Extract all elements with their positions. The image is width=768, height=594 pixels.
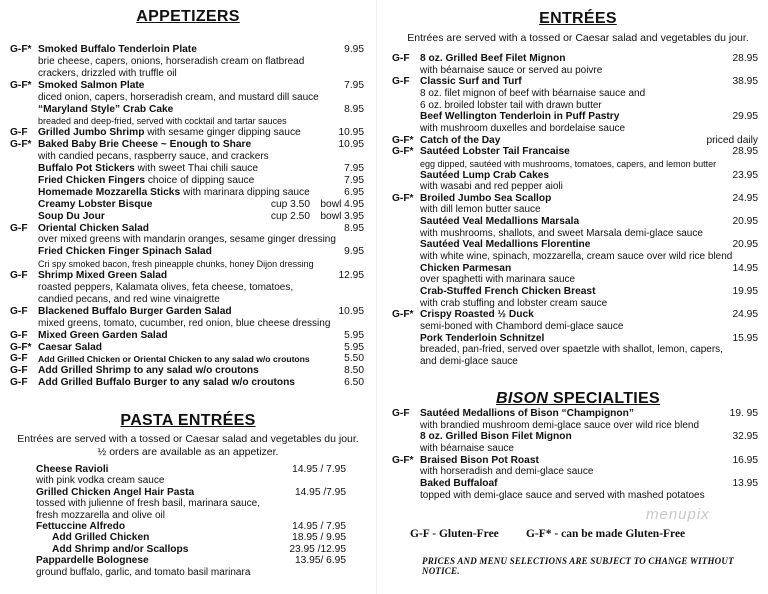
- item-price: 7.95: [344, 174, 364, 186]
- item-price-cup: cup 3.50: [270, 198, 310, 210]
- item-description: 6 oz. broiled lobster tail with drawn butter: [420, 99, 602, 111]
- menu-item: [10, 532, 366, 544]
- pasta-heading: PASTA ENTRÉES: [120, 412, 256, 429]
- item-name: 8 oz. Grilled Bison Filet Mignon: [420, 431, 572, 443]
- item-name: Fried Chicken Fingers choice of dipping sauce: [38, 174, 255, 186]
- item-name: Braised Bison Pot Roast: [420, 454, 539, 466]
- item-name: Sautéed Veal Medallions Marsala: [420, 216, 580, 228]
- item-name: Shrimp Mixed Green Salad: [38, 270, 168, 282]
- item-price: 29.95: [732, 111, 758, 123]
- pasta-subtitle-2: ½ orders are available as an appetizer.: [97, 446, 279, 458]
- menu-item: [10, 175, 366, 187]
- menu-item: [10, 487, 366, 499]
- menu-item: [10, 270, 366, 282]
- item-price: 10.95: [338, 127, 364, 139]
- item-name: Sautéed Lump Crab Cakes: [420, 169, 550, 181]
- item-price: 8.50: [344, 365, 364, 377]
- entrees-subtitle: Entrées are served with a tossed or Caesar salad and vegetables du jour.: [407, 32, 749, 44]
- item-price: 6.95: [344, 186, 364, 198]
- appetizers-heading: APPETIZERS: [136, 8, 240, 25]
- item-name: Pappardelle Bolognese: [36, 555, 149, 567]
- item-price: 23.95: [732, 169, 758, 181]
- menu-item: [392, 135, 764, 147]
- menu-item: [10, 544, 366, 556]
- gluten-free-tag: G-F*: [10, 341, 32, 353]
- item-name: Buffalo Pot Stickers with sweet Thai chili sauce: [38, 163, 259, 174]
- gluten-free-tag: G-F: [10, 353, 28, 365]
- menu-item: [392, 193, 764, 205]
- price-notice: PRICES AND MENU SELECTIONS ARE SUBJECT TO CHANGE WITHOUT NOTICE.: [422, 556, 734, 576]
- item-name: Add Grilled Chicken or Oriental Chicken to any salad w/o croutons: [38, 354, 310, 365]
- column-gutter: [376, 0, 377, 594]
- item-description: with candied pecans, raspberry sauce, and crackers: [38, 151, 269, 163]
- item-description: and demi-glace sauce: [420, 355, 518, 367]
- gluten-free-tag: G-F: [10, 305, 28, 317]
- menu-item: [10, 377, 366, 389]
- gluten-free-tag: G-F*: [392, 454, 414, 466]
- gluten-free-tag: G-F: [10, 377, 28, 389]
- item-name: Crab-Stuffed French Chicken Breast: [420, 286, 596, 297]
- item-description: 8 oz. filet mignon of beef with béarnaise sauce and: [420, 87, 646, 99]
- menu-item: [392, 431, 764, 443]
- item-name: Add Grilled Shrimp to any salad w/o croutons: [38, 365, 259, 377]
- menu-item: [392, 333, 764, 345]
- item-name: Broiled Jumbo Sea Scallop: [420, 192, 552, 204]
- bison-heading: [392, 390, 764, 408]
- item-price: 15.95: [732, 332, 758, 344]
- item-price: 13.95/ 6.95: [295, 555, 346, 567]
- gluten-free-tag: G-F*: [10, 79, 32, 91]
- gluten-free-tag: G-F: [392, 53, 410, 64]
- item-description: semi-boned with Chambord demi-glace sauce: [420, 320, 624, 332]
- gluten-free-tag: G-F*: [392, 192, 414, 204]
- gluten-free-tag: G-F: [10, 365, 28, 377]
- menu-item: [10, 139, 366, 151]
- gluten-free-tag: G-F*: [392, 134, 414, 146]
- gluten-free-tag: G-F: [392, 76, 410, 88]
- menu-item: [392, 146, 764, 158]
- item-description: with pink vodka cream sauce: [36, 475, 165, 487]
- item-description: topped with demi-glace sauce and served with mashed potatoes: [420, 489, 705, 501]
- item-name: Classic Surf and Turf: [420, 76, 522, 88]
- item-description: with crab stuffing and lobster cream sauce: [420, 297, 608, 309]
- item-description: ground buffalo, garlic, and tomato basil marinara: [36, 566, 251, 578]
- menu-item: [392, 478, 764, 490]
- item-description: over spaghetti with marinara sauce: [420, 274, 576, 286]
- item-name: Catch of the Day: [420, 134, 501, 146]
- menu-item: [392, 286, 764, 298]
- item-price: 24.95: [732, 309, 758, 321]
- menu-item: [392, 408, 764, 420]
- item-description: roasted peppers, Kalamata olives, feta cheese, tomatoes,: [38, 282, 294, 293]
- item-price: 5.95: [344, 329, 364, 341]
- gluten-free-tag: G-F*: [10, 139, 32, 151]
- item-name: Fettuccine Alfredo: [36, 521, 126, 532]
- item-price: 24.95: [732, 192, 758, 204]
- item-description: with wasabi and red pepper aioli: [420, 181, 563, 193]
- gluten-free-tag: G-F: [10, 222, 28, 234]
- item-price: 16.95: [732, 454, 758, 466]
- gluten-free-tag: G-F*: [392, 309, 414, 321]
- item-price: 19. 95: [729, 408, 758, 419]
- item-price: 14.95: [732, 262, 758, 274]
- item-note: with sesame ginger dipping sauce: [144, 127, 301, 139]
- item-price: 5.95: [344, 341, 364, 353]
- pasta-subtitle-1: Entrées are served with a tossed or Caesar salad and vegetables du jour.: [17, 433, 359, 445]
- item-price: 14.95 / 7.95: [292, 464, 346, 475]
- item-price-cup: cup 2.50: [270, 210, 310, 222]
- gluten-free-tag: G-F: [10, 127, 28, 139]
- item-price: 20.95: [732, 216, 758, 228]
- menu-item: [10, 306, 366, 318]
- item-price: bowl 3.95: [320, 210, 364, 222]
- gluten-free-legend: G-F - Gluten-Free: [410, 528, 499, 540]
- item-price: priced daily: [706, 134, 758, 146]
- menu-item: [10, 342, 366, 354]
- item-name: Grilled Chicken Angel Hair Pasta: [36, 486, 195, 498]
- item-description: candied pecans, and red wine vinaigrette: [38, 293, 220, 305]
- item-price: 32.95: [732, 431, 758, 443]
- item-price: 38.95: [732, 76, 758, 88]
- gluten-free-tag: G-F*: [10, 44, 32, 55]
- item-name: Soup Du Jour: [38, 210, 105, 222]
- item-name: Chicken Parmesan: [420, 262, 512, 274]
- item-price: 5.50: [344, 353, 364, 365]
- item-price: 7.95: [344, 163, 364, 174]
- menu-item: [392, 239, 764, 251]
- item-price: 13.95: [732, 477, 758, 489]
- entrees-heading: ENTRÉES: [539, 10, 617, 27]
- menu-item: [392, 263, 764, 275]
- item-name: Creamy Lobster Bisque: [38, 198, 153, 210]
- menu-item: [10, 104, 366, 116]
- item-description: with brandied mushroom demi-glace sauce over wild rice blend: [420, 419, 700, 431]
- item-price: 19.95: [732, 286, 758, 297]
- menu-item: [10, 127, 366, 139]
- watermark: menupix: [646, 506, 710, 523]
- item-name: Baked Baby Brie Cheese ~ Enough to Share: [38, 139, 252, 151]
- item-name: Pork Tenderloin Schnitzel: [420, 332, 545, 344]
- item-description: fresh mozzarella and olive oil: [36, 509, 165, 521]
- item-name: Add Shrimp and/or Scallops: [52, 543, 189, 555]
- item-price: 9.95: [344, 44, 364, 55]
- menu-item: [392, 309, 764, 321]
- item-name: Crispy Roasted ½ Duck: [420, 309, 534, 321]
- item-price: 28.95: [732, 146, 758, 158]
- menu-item: [392, 53, 764, 65]
- menu-item: [10, 353, 366, 365]
- item-description: mixed greens, tomato, cucumber, red onion, blue cheese dressing: [38, 317, 331, 329]
- menu-item: [10, 199, 366, 211]
- item-description: with white wine, spinach, mozzarella, cream sauce over wild rice blend: [420, 251, 733, 263]
- menu-item: [10, 163, 366, 175]
- menu-item: [392, 455, 764, 467]
- menu-item: [10, 246, 366, 258]
- item-name: Cheese Ravioli: [36, 464, 109, 475]
- gluten-free-tag: G-F: [10, 329, 28, 341]
- item-name: Blackened Buffalo Burger Garden Salad: [38, 305, 232, 317]
- menu-item: [10, 211, 366, 223]
- item-description: brie cheese, capers, onions, horseradish cream on flatbread: [38, 55, 305, 67]
- item-price: 23.95 /12.95: [289, 543, 346, 555]
- item-name: “Maryland Style” Crab Cake: [38, 103, 174, 115]
- item-description: with béarnaise sauce or served au poivre: [420, 64, 603, 76]
- item-name: Grilled Jumbo Shrimp with sesame ginger dipping sauce: [38, 127, 301, 139]
- item-note: choice of dipping sauce: [145, 174, 255, 186]
- menu-item: [10, 223, 366, 235]
- item-note: with sweet Thai chili sauce: [134, 163, 259, 174]
- item-price: 18.95 / 9.95: [292, 532, 346, 544]
- item-price: 10.95: [338, 139, 364, 151]
- item-description: with béarnaise sauce: [420, 442, 514, 454]
- item-price: 12.95: [338, 270, 364, 282]
- item-name: Beef Wellington Tenderloin in Puff Pastry: [420, 111, 620, 123]
- item-name: Add Grilled Chicken: [52, 532, 150, 544]
- menu-item: [10, 365, 366, 377]
- item-name: 8 oz. Grilled Beef Filet Mignon: [420, 53, 566, 64]
- item-description: with horseradish and demi-glace sauce: [420, 466, 594, 478]
- menu-item: [10, 521, 366, 533]
- item-name: Caesar Salad: [38, 341, 102, 353]
- item-name: Oriental Chicken Salad: [38, 222, 149, 234]
- item-name: Smoked Buffalo Tenderloin Plate: [38, 44, 197, 55]
- item-price: 9.95: [344, 246, 364, 258]
- item-name: Sautéed Veal Medallions Florentine: [420, 239, 591, 251]
- item-name: Mixed Green Garden Salad: [38, 329, 168, 341]
- menu-item: [10, 330, 366, 342]
- item-description: breaded, pan-fried, served over spaetzle with shallot, lemon, capers,: [420, 344, 723, 356]
- item-price: 8.95: [344, 103, 364, 115]
- item-description: with mushrooms, shallots, and sweet Marsala demi-glace sauce: [420, 227, 703, 239]
- item-note: with marinara dipping sauce: [180, 186, 310, 198]
- item-description: crackers, drizzled with truffle oil: [38, 67, 177, 79]
- menu-item: [10, 555, 366, 567]
- item-name: Homemade Mozzarella Sticks with marinara dipping sauce: [38, 186, 310, 198]
- item-name: Sautéed Lobster Tail Francaise: [420, 146, 570, 158]
- item-description: diced onion, capers, horseradish cream, and mustard dill sauce: [38, 91, 319, 103]
- menu-item: [10, 187, 366, 199]
- item-price: 14.95 /7.95: [295, 486, 346, 498]
- item-price: 20.95: [732, 239, 758, 251]
- gluten-free-tag: G-F: [10, 270, 28, 282]
- item-description: breaded and deep-fried, served with cocktail and tartar sauces: [38, 116, 287, 127]
- item-name: Baked Buffaloaf: [420, 477, 498, 489]
- item-description: over mixed greens with mandarin oranges, sesame ginger dressing: [38, 234, 336, 246]
- gluten-free-tag: G-F: [392, 408, 410, 419]
- menu-item: [10, 44, 366, 56]
- menu-item: [10, 80, 366, 92]
- item-name: Smoked Salmon Plate: [38, 79, 145, 91]
- gluten-free-tag: G-F*: [392, 146, 414, 158]
- item-price: 14.95 / 7.95: [292, 521, 346, 532]
- item-price: 10.95: [338, 305, 364, 317]
- item-name: Fried Chicken Finger Spinach Salad: [38, 246, 212, 258]
- item-price: bowl 4.95: [320, 198, 364, 210]
- item-description: Cri spy smoked bacon, fresh pineapple chunks, honey Dijon dressing: [38, 259, 314, 270]
- item-name: Add Grilled Buffalo Burger to any salad w/o croutons: [38, 377, 295, 389]
- bison-heading-rest: SPECIALTIES: [548, 390, 660, 407]
- item-name: Sautéed Medallions of Bison “Champignon”: [420, 408, 634, 419]
- menu-item: [392, 216, 764, 228]
- item-price: 8.95: [344, 222, 364, 234]
- gluten-free-optional-legend: G-F* - can be made Gluten-Free: [526, 528, 686, 540]
- item-description: egg dipped, sautéed with mushrooms, tomatoes, capers, and lemon butter: [420, 158, 717, 169]
- item-description: with mushroom duxelles and bordelaise sauce: [420, 122, 626, 134]
- menu-item: [392, 170, 764, 182]
- item-price: 7.95: [344, 79, 364, 91]
- item-price: 28.95: [732, 53, 758, 64]
- menu-item: [10, 464, 366, 476]
- item-description: with dill lemon butter sauce: [420, 204, 541, 216]
- item-description: tossed with julienne of fresh basil, marinara sauce,: [36, 498, 261, 510]
- menu-item: [392, 111, 764, 123]
- item-price: 6.50: [344, 377, 364, 389]
- bison-heading-word: BISON: [496, 390, 549, 407]
- menu-item: [392, 76, 764, 88]
